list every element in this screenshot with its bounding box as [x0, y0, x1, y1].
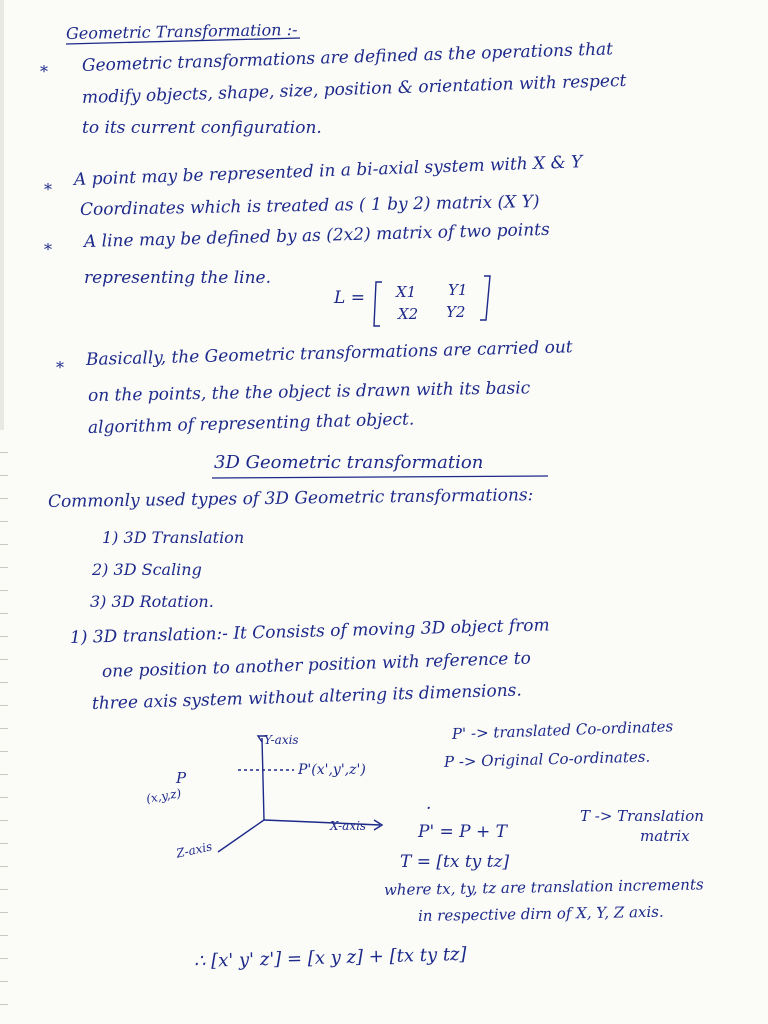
point-p-label: P: [176, 769, 187, 787]
formula-t-vector: T = [tx ty tz]: [400, 852, 510, 872]
bullet-star: *: [44, 180, 52, 199]
section-heading: 3D Geometric transformation: [214, 452, 484, 473]
point-p-prime-label: P'(x',y',z'): [298, 762, 366, 778]
formula-dot: .: [426, 794, 432, 814]
y-axis-label: Y-axis: [264, 733, 299, 747]
formula-where-1: where tx, ty, tz are translation increments: [383, 875, 704, 899]
page-title: Geometric Transformation :-: [65, 19, 298, 44]
line-note-line-1: A line may be defined by as (2x2) matrix of two points: [83, 219, 550, 252]
section-lead: Commonly used types of 3D Geometric transformations:: [47, 485, 534, 512]
bullet-star: *: [56, 358, 64, 377]
matrix-r1c1: X1: [396, 283, 417, 301]
legend-p-original: P -> Original Co-ordinates.: [443, 747, 651, 771]
matrix-r1c2: Y1: [448, 281, 468, 299]
legend-p-prime: P' -> translated Co-ordinates: [451, 717, 674, 743]
matrix-lhs: L =: [334, 288, 365, 308]
formula-final: ∴ [x' y' z'] = [x y z] + [tx ty tz]: [193, 943, 467, 972]
bullet-star: *: [40, 62, 48, 81]
intro-line-1: Geometric transformations are defined as the operations that: [81, 39, 614, 76]
z-axis-line: [218, 820, 264, 852]
matrix-r2c1: X2: [398, 305, 419, 323]
translation-matrix-note: T -> Translation: [580, 807, 704, 825]
translation-line-3: three axis system without altering its dimensions.: [91, 680, 523, 714]
intro-line-3: to its current configuration.: [82, 118, 322, 138]
bullet-star: *: [44, 240, 52, 259]
formula-p-prime: P' = P + T: [418, 822, 507, 842]
basics-line-1: Basically, the Geometric transformations are carried out: [85, 337, 573, 370]
point-note-line-1: A point may be represented in a bi-axial system with X & Y: [73, 152, 583, 190]
formula-where-2: in respective dirn of X, Y, Z axis.: [417, 902, 664, 925]
point-p-coords: (x,y,z): [145, 786, 183, 806]
type-rotation: 3) 3D Rotation.: [90, 592, 214, 611]
z-axis-label: Z-axis: [174, 839, 214, 861]
translation-matrix-note-2: matrix: [640, 827, 690, 845]
point-note-line-2: Coordinates which is treated as ( 1 by 2) matrix (X Y): [79, 191, 540, 220]
type-scaling: 2) 3D Scaling: [92, 560, 202, 579]
matrix-r2c2: Y2: [446, 303, 466, 321]
y-axis-line: [262, 738, 264, 820]
line-note-line-2: representing the line.: [84, 268, 272, 288]
translation-line-2: one position to another position with reference to: [101, 648, 532, 682]
basics-line-2: on the points, the the object is drawn with its basic: [87, 378, 531, 406]
basics-line-3: algorithm of representing that object.: [87, 409, 415, 438]
type-translation: 1) 3D Translation: [102, 528, 245, 547]
translation-line-1: 1) 3D translation:- It Consists of moving 3D object from: [69, 615, 550, 648]
x-axis-label: X-axis: [330, 819, 367, 833]
intro-line-2: modify objects, shape, size, position & orientation with respect: [81, 70, 627, 108]
